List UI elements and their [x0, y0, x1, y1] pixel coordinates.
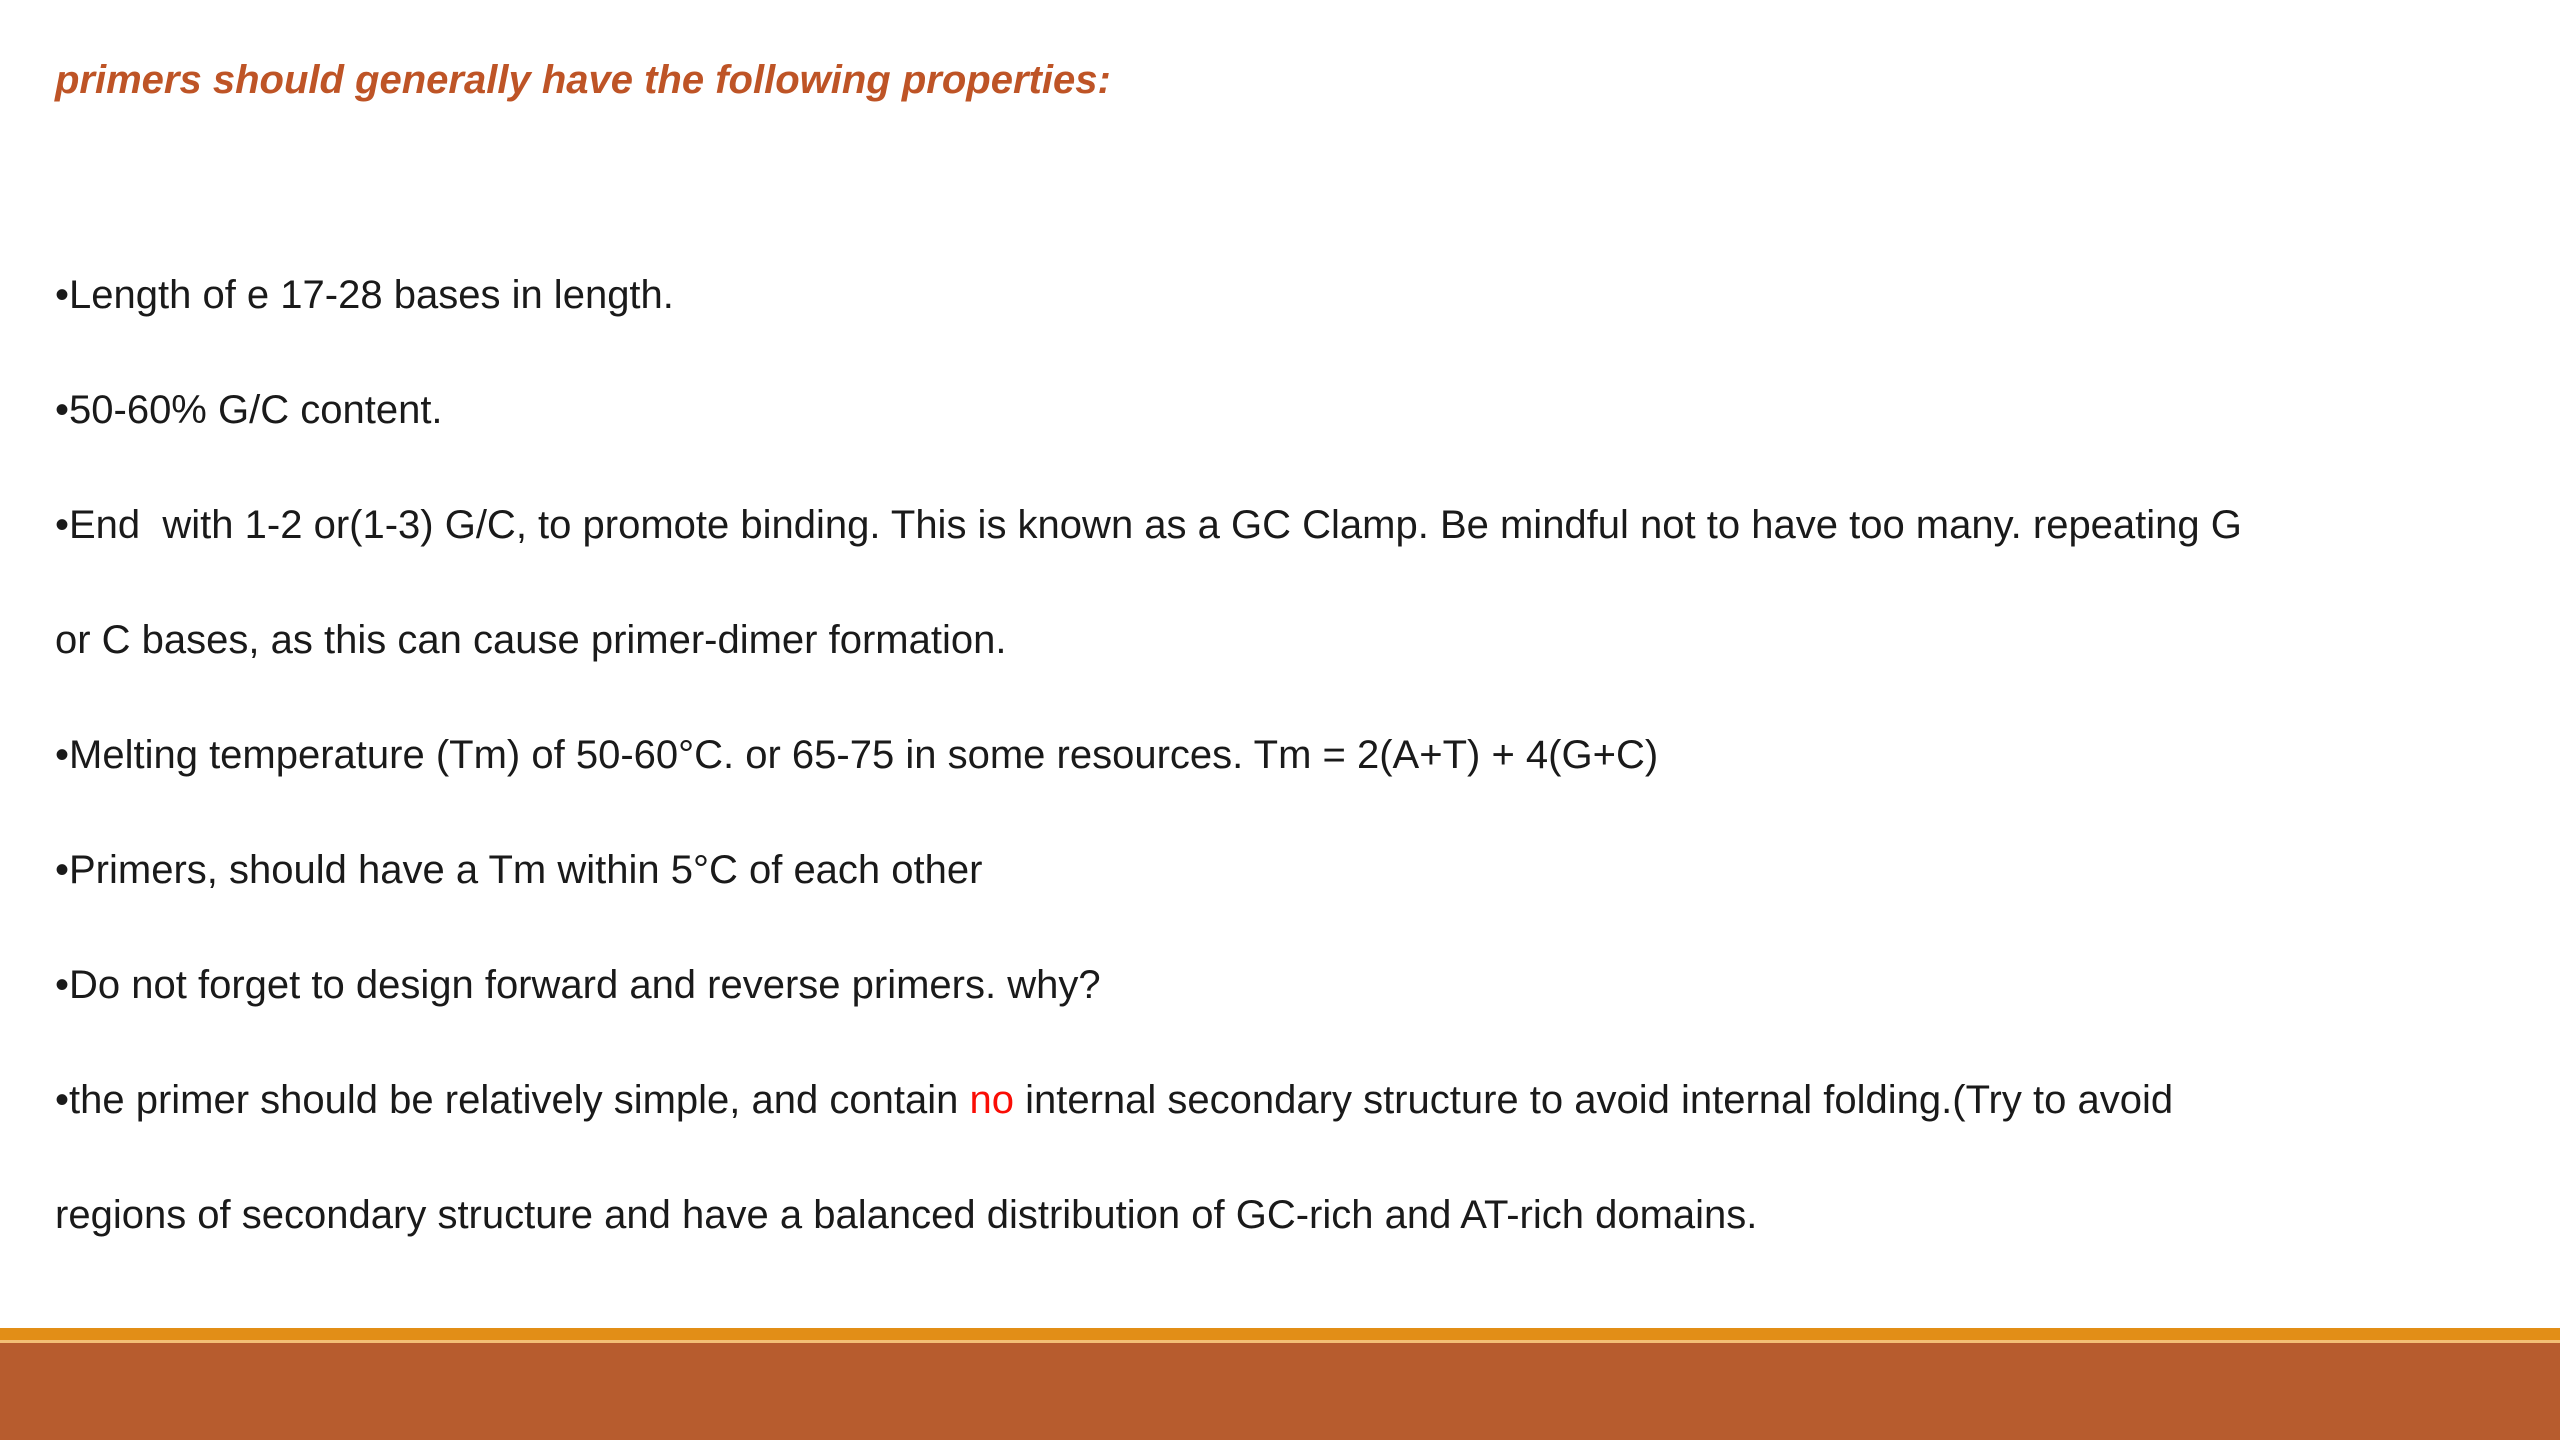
bullet-text: or C bases, as this can cause primer-dimer formation.	[55, 618, 1007, 662]
bullet-text: •End with 1-2 or(1-3) G/C, to promote binding. This is known as a GC Clamp. Be mindful not to have too many. repeating G	[55, 503, 2242, 547]
bullet-text: •the primer should be relatively simple, and contain	[55, 1078, 970, 1122]
slide-title: primers should generally have the following properties:	[55, 58, 1111, 102]
bullet-line-gc-clamp-wrap	[55, 583, 2540, 698]
highlighted-word-no: no	[969, 1078, 1014, 1122]
gold-accent-bar	[0, 1328, 2560, 1340]
bullet-line-gc-clamp	[55, 468, 2540, 583]
bullet-line-secondary-structure	[55, 1043, 2540, 1158]
bullet-line-length	[55, 238, 2540, 353]
bullet-line-forward-reverse	[55, 928, 2540, 1043]
rust-footer-bar	[0, 1343, 2560, 1440]
bullet-text: regions of secondary structure and have a balanced distribution of GC-rich and AT-rich domains.	[55, 1193, 1758, 1237]
bullet-line-secondary-structure-wrap	[55, 1158, 2540, 1273]
bullet-text: •50-60% G/C content.	[55, 388, 443, 432]
bullet-text: •Length of e 17-28 bases in length.	[55, 273, 674, 317]
bullet-list	[55, 238, 2540, 1273]
bullet-text: •Melting temperature (Tm) of 50-60°C. or 65-75 in some resources. Tm = 2(A+T) + 4(G+C)	[55, 733, 1659, 777]
footer-bars	[0, 1328, 2560, 1440]
bullet-text: •Do not forget to design forward and reverse primers. why?	[55, 963, 1101, 1007]
bullet-text: •Primers, should have a Tm within 5°C of each other	[55, 848, 983, 892]
bullet-line-tm-within-5c	[55, 813, 2540, 928]
bullet-text: internal secondary structure to avoid internal folding.(Try to avoid	[1013, 1078, 2174, 1122]
bullet-line-gc-content	[55, 353, 2540, 468]
bullet-line-melting-temperature	[55, 698, 2540, 813]
